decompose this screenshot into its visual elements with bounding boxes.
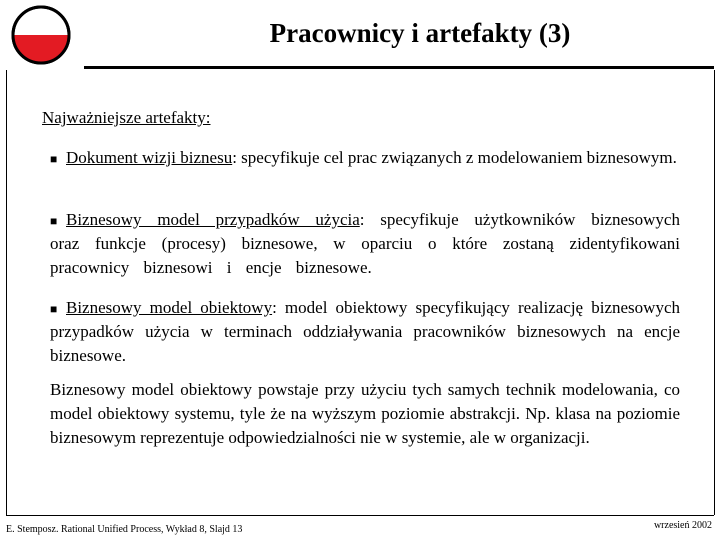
footer-date: wrzesień 2002 [653, 520, 712, 531]
bullet-square-icon: ■ [50, 152, 58, 166]
closing-paragraph: Biznesowy model obiektowy powstaje przy użyciu tych samych technik modelowania, co model obiektowy systemu, tyle że na wyższym poziomie abstrakcji. Np. klasa na poziomie biznesowym reprezentuje odpowiedzialności nie w systemie, ale w organizacji. [50, 380, 680, 447]
footer-source: E. Stemposz. Rational Unified Process, Wykład 8, Slajd 13 [6, 524, 243, 535]
list-item [50, 208, 680, 280]
item-text: : model obiektowy specyfikujący realizację biznesowych przypadków użycia w terminach oddziaływania pracowników biznesowych na encje biznesowe. [50, 298, 680, 365]
list-item [50, 296, 680, 368]
item-term: Biznesowy model przypadków użycia [66, 210, 360, 229]
logo-icon [10, 4, 72, 66]
footer-divider [6, 515, 714, 516]
title-divider [84, 66, 714, 69]
subheading: Najważniejsze artefakty: [42, 108, 211, 127]
item-text: : specyfikuje cel prac związanych z modelowaniem biznesowym. [232, 148, 677, 167]
item-term: Biznesowy model obiektowy [66, 298, 273, 317]
item-term: Dokument wizji biznesu [66, 148, 233, 167]
bullet-square-icon: ■ [50, 214, 58, 228]
bullet-square-icon: ■ [50, 302, 58, 316]
list-item [50, 146, 680, 170]
slide-title: Pracownicy i artefakty (3) [269, 18, 571, 48]
item-text: : specyfikuje użytkowników biznesowych oraz funkcje (procesy) biznesowe, w oparciu o które zostaną zidentyfikowani pracownicy biznesowi i encje biznesowe. [50, 210, 680, 277]
